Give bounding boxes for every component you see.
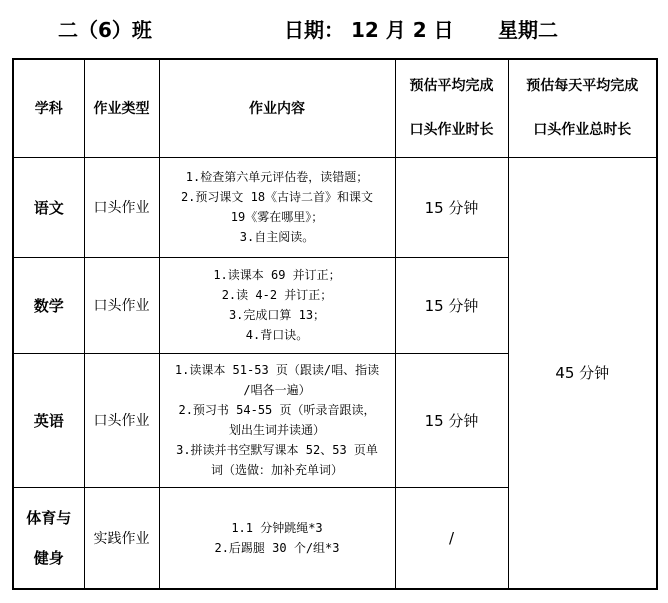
table-row	[13, 157, 657, 257]
subject-cell: 英语	[13, 353, 84, 487]
total-time-cell: 45 分钟	[508, 157, 657, 589]
content-line: 4.背口诀。	[245, 328, 309, 342]
date-label: 日期： 12 月 2 日	[284, 18, 454, 42]
page-header	[0, 10, 668, 44]
content-line: 19《雾在哪里》；	[230, 210, 324, 224]
content-line: 3.自主阅读。	[239, 230, 315, 244]
content-cell	[159, 257, 395, 353]
type-cell: 口头作业	[84, 157, 159, 257]
content-line: 划出生词并读通）	[228, 423, 325, 437]
content-line: 1.1 分钟跳绳*3	[231, 520, 323, 535]
content-line: 3.完成口算 13；	[228, 308, 326, 322]
col-header-subject: 学科	[13, 59, 84, 157]
type-cell: 口头作业	[84, 257, 159, 353]
content-line: 1.检查第六单元评估卷，读错题；	[185, 170, 369, 184]
col-header-time-line2: 口头作业时长	[409, 122, 494, 139]
col-header-total-line2: 口头作业总时长	[533, 122, 632, 139]
time-cell: /	[395, 487, 508, 589]
time-cell: 15 分钟	[395, 257, 508, 353]
content-line: 词（选做：加补充单词）	[210, 463, 343, 477]
class-label: 二（6）班	[58, 18, 152, 42]
content-line: 2.读 4-2 并订正；	[221, 288, 333, 302]
subject-cell	[13, 487, 84, 589]
time-cell: 15 分钟	[395, 353, 508, 487]
subject-line2: 健身	[33, 548, 64, 567]
subject-cell: 数学	[13, 257, 84, 353]
time-cell: 15 分钟	[395, 157, 508, 257]
content-line: 1.读课本 69 并订正；	[213, 268, 341, 282]
type-cell: 实践作业	[84, 487, 159, 589]
weekday-label: 星期二	[498, 18, 558, 42]
col-header-content: 作业内容	[159, 59, 395, 157]
type-cell: 口头作业	[84, 353, 159, 487]
homework-table	[12, 58, 658, 590]
content-cell	[159, 157, 395, 257]
content-line: 2.预习课文 18《古诗二首》和课文	[180, 190, 374, 204]
subject-cell: 语文	[13, 157, 84, 257]
content-line: 3.拼读并书空默写课本 52、53 页单	[176, 443, 378, 457]
content-line: 2.后踢腿 30 个/组*3	[214, 540, 340, 555]
subject-line1: 体育与	[26, 508, 72, 527]
content-line: 2.预习书 54-55 页（听录音跟读，	[178, 403, 376, 417]
col-header-total	[508, 59, 657, 157]
col-header-total-line1: 预估每天平均完成	[526, 78, 639, 95]
table-header-row	[13, 59, 657, 157]
content-cell	[159, 353, 395, 487]
content-line: 1.读课本 51-53 页（跟读/唱、指读	[174, 363, 380, 377]
col-header-type: 作业类型	[84, 59, 159, 157]
col-header-time-line1: 预估平均完成	[409, 78, 494, 95]
content-cell	[159, 487, 395, 589]
content-line: /唱各一遍）	[243, 383, 311, 397]
col-header-time	[395, 59, 508, 157]
